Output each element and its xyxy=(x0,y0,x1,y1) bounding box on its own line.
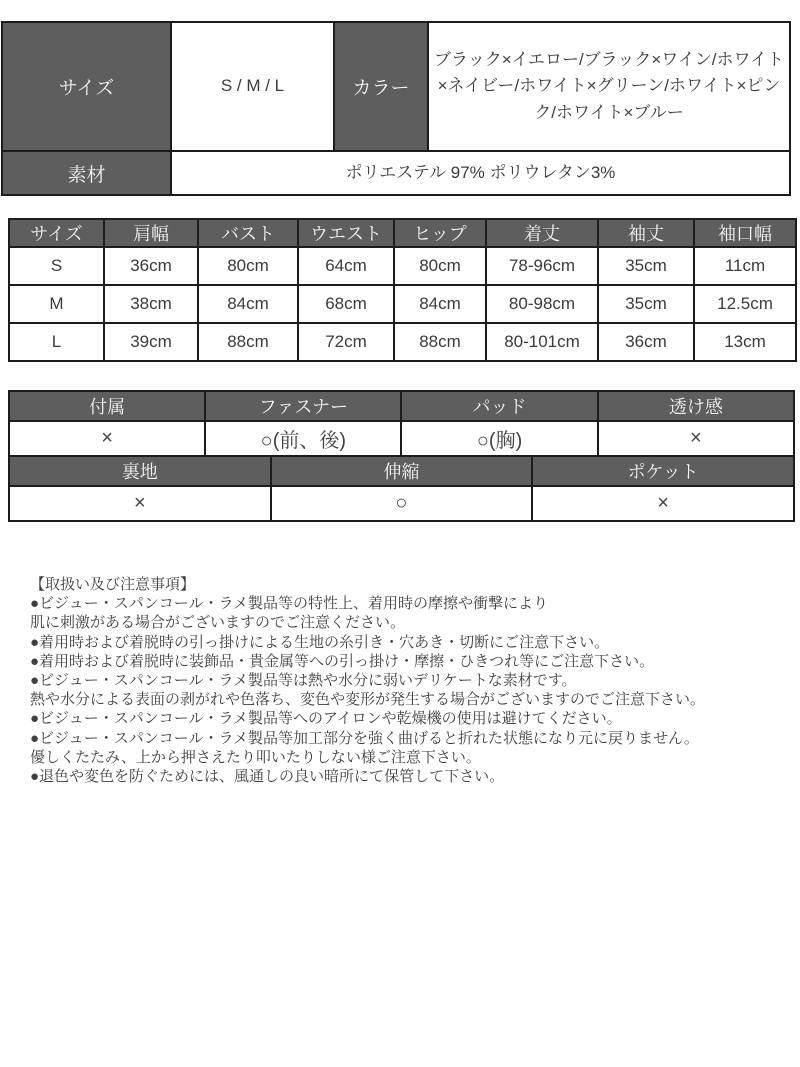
size-chart-cell: S xyxy=(9,247,104,285)
care-note-line: ●ビジュー・スパンコール・ラメ製品等は熱や水分に弱いデリケートな素材です。 xyxy=(30,672,577,690)
size-chart-cell: 88cm xyxy=(198,323,298,361)
features-value: ○(前、後) xyxy=(205,421,401,456)
features-header: 伸縮 xyxy=(271,456,533,486)
size-chart-cell: 13cm xyxy=(694,323,796,361)
spec-table-row xyxy=(2,151,790,195)
size-chart-cell: 35cm xyxy=(598,247,694,285)
color-label: カラー xyxy=(334,22,428,151)
material-label: 素材 xyxy=(2,151,171,195)
color-value: ブラック×イエロー/ブラック×ワイン/ホワイト×ネイビー/ホワイト×グリーン/ホワイト×ピンク/ホワイト×ブルー xyxy=(428,22,790,151)
care-note-line: ●ビジュー・スパンコール・ラメ製品等加工部分を強く曲げると折れた状態になり元に戻りません。 xyxy=(30,729,699,747)
features-value: × xyxy=(9,421,205,456)
size-chart-cell: 80cm xyxy=(198,247,298,285)
size-chart-cell: 38cm xyxy=(104,285,198,323)
size-chart-header: ウエスト xyxy=(298,219,394,247)
size-chart-header: サイズ xyxy=(9,219,104,247)
size-chart-cell: 84cm xyxy=(198,285,298,323)
spec-table-row xyxy=(2,22,790,151)
features-header: 付属 xyxy=(9,391,205,421)
size-chart-table xyxy=(8,218,797,362)
care-note-line: ●ビジュー・スパンコール・ラメ製品等へのアイロンや乾燥機の使用は避けてください。 xyxy=(30,710,622,728)
features-header: ファスナー xyxy=(205,391,401,421)
size-chart-cell: 11cm xyxy=(694,247,796,285)
features-value-row-2 xyxy=(9,486,794,521)
size-chart-header: 袖口幅 xyxy=(694,219,796,247)
size-label: サイズ xyxy=(2,22,171,151)
features-value: × xyxy=(532,486,794,521)
care-note-line: ●退色や変色を防ぐためには、風通しの良い暗所にて保管して下さい。 xyxy=(30,768,505,786)
care-note-line: ●着用時および着脱時の引っ掛けによる生地の糸引き・穴あき・切断にご注意下さい。 xyxy=(30,633,610,651)
size-chart-cell: M xyxy=(9,285,104,323)
size-chart-header: バスト xyxy=(198,219,298,247)
size-chart-cell: 64cm xyxy=(298,247,394,285)
size-chart-cell: 72cm xyxy=(298,323,394,361)
size-chart-cell: 84cm xyxy=(394,285,486,323)
features-value: × xyxy=(9,486,271,521)
features-header-row-1 xyxy=(9,391,794,421)
size-chart-header: 着丈 xyxy=(486,219,598,247)
features-header: パッド xyxy=(401,391,597,421)
size-chart-header: 袖丈 xyxy=(598,219,694,247)
care-notes xyxy=(30,575,775,786)
size-chart-cell: 80cm xyxy=(394,247,486,285)
features-header: 裏地 xyxy=(9,456,271,486)
size-chart-cell: 68cm xyxy=(298,285,394,323)
care-note-line: ●着用時および着脱時に装飾品・貴金属等への引っ掛け・摩擦・ひきつれ等にご注意下さい。 xyxy=(30,652,655,670)
features-value: ○ xyxy=(271,486,533,521)
size-chart-cell: 39cm xyxy=(104,323,198,361)
size-chart-header: ヒップ xyxy=(394,219,486,247)
size-chart-cell: 36cm xyxy=(104,247,198,285)
size-chart-cell: 88cm xyxy=(394,323,486,361)
features-value: ○(胸) xyxy=(401,421,597,456)
size-chart-row-s xyxy=(9,247,796,285)
size-chart-cell: 80-98cm xyxy=(486,285,598,323)
care-notes-title: 【取扱い及び注意事項】 xyxy=(30,576,196,593)
features-header: 透け感 xyxy=(598,391,794,421)
size-chart-header: 肩幅 xyxy=(104,219,198,247)
size-chart-cell: 80-101cm xyxy=(486,323,598,361)
features-value-row-1 xyxy=(9,421,794,456)
size-chart-row-l xyxy=(9,323,796,361)
features-header-row-2 xyxy=(9,456,794,486)
size-chart-cell: 36cm xyxy=(598,323,694,361)
features-header: ポケット xyxy=(532,456,794,486)
size-chart-cell: 12.5cm xyxy=(694,285,796,323)
material-value: ポリエステル 97% ポリウレタン3% xyxy=(171,151,790,195)
size-chart-cell: 78-96cm xyxy=(486,247,598,285)
size-chart-cell: 35cm xyxy=(598,285,694,323)
care-note-line: 熱や水分による表面の剥がれや色落ち、変色や変形が発生する場合がございますのでご注意下さい。 xyxy=(30,691,706,709)
care-note-line: ●ビジュー・スパンコール・ラメ製品等の特性上、着用時の摩擦や衝撃により xyxy=(30,595,549,613)
features-value: × xyxy=(598,421,794,456)
size-value: S / M / L xyxy=(171,22,334,151)
care-note-line: 肌に刺激がある場合がございますのでご注意ください。 xyxy=(30,614,406,632)
size-chart-row-m xyxy=(9,285,796,323)
care-note-line: 優しくたたみ、上から押さえたり叩いたりしない様ご注意下さい。 xyxy=(30,748,481,766)
size-chart-header-row xyxy=(9,219,796,247)
features-table xyxy=(8,390,795,522)
spec-table xyxy=(1,21,791,196)
size-chart-cell: L xyxy=(9,323,104,361)
